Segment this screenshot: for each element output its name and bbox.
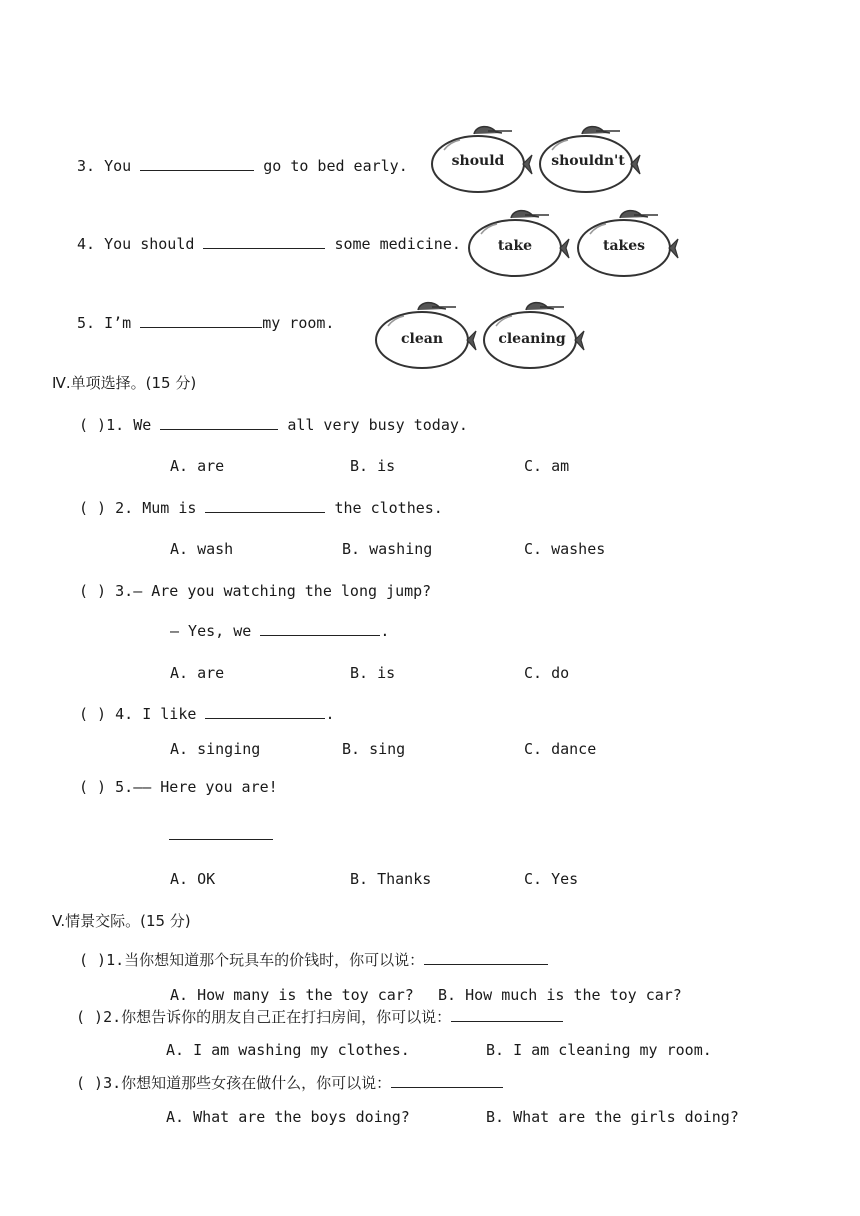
option-b[interactable]: B. washing <box>342 540 433 558</box>
fish-option-clean[interactable] <box>374 298 479 373</box>
option-b[interactable]: B. is <box>350 457 396 475</box>
option-c[interactable]: C. Yes <box>524 870 579 888</box>
question-number: 5. <box>115 778 134 796</box>
question-number: 2. <box>115 499 134 517</box>
option-b[interactable]: B. I am cleaning my room. <box>486 1041 712 1059</box>
answer-blank[interactable] <box>140 313 262 328</box>
option-b[interactable]: B. sing <box>342 740 406 758</box>
answer-blank[interactable] <box>205 704 325 719</box>
option-b[interactable]: B. What are the girls doing? <box>486 1108 739 1126</box>
option-a[interactable]: A. OK <box>170 870 216 888</box>
answer-blank[interactable] <box>140 156 254 171</box>
question-text: — Are you watching the long jump? <box>133 582 432 600</box>
answer-blank[interactable] <box>160 415 278 430</box>
fill-item-5 <box>77 313 334 333</box>
option-label: takes <box>602 238 646 254</box>
answer-paren[interactable]: ( ) <box>76 1074 104 1092</box>
question-text-before: We <box>133 416 152 434</box>
item-number: 5. <box>77 314 96 332</box>
option-a[interactable]: A. What are the boys doing? <box>166 1108 410 1126</box>
option-c[interactable]: C. am <box>524 457 570 475</box>
section-4-heading: Ⅳ.单项选择。(15 分) <box>52 374 197 392</box>
question-text: 你想告诉你的朋友自己正在打扫房间，你可以说： <box>121 1008 452 1026</box>
question-4-3-response <box>170 621 389 641</box>
fish-option-cleaning[interactable] <box>482 298 587 373</box>
option-a[interactable]: A. singing <box>170 740 261 758</box>
fish-option-takes[interactable] <box>576 206 681 281</box>
answer-paren[interactable]: ( ) <box>79 778 107 796</box>
answer-blank[interactable] <box>391 1073 503 1088</box>
option-label: clean <box>401 331 443 347</box>
option-label: take <box>497 238 533 254</box>
answer-blank[interactable] <box>203 234 325 249</box>
answer-paren[interactable]: ( ) <box>79 582 107 600</box>
option-c[interactable]: C. do <box>524 664 570 682</box>
item-text-after: my room. <box>262 314 335 332</box>
question-text: 当你想知道那个玩具车的价钱时，你可以说： <box>124 951 425 969</box>
question-5-3 <box>76 1073 503 1093</box>
punctuation: . <box>380 622 390 640</box>
question-4-3 <box>79 581 431 601</box>
item-number: 4. <box>77 235 96 253</box>
question-text-before: Mum is <box>142 499 197 517</box>
item-text-before: You <box>104 157 132 175</box>
question-4-5 <box>79 777 278 797</box>
fish-option-should[interactable] <box>430 122 535 197</box>
option-a[interactable]: A. How many is the toy car? <box>170 986 414 1004</box>
fill-item-4 <box>77 234 461 254</box>
question-text-after: all very busy today. <box>287 416 468 434</box>
section-5-heading: V.情景交际。(15 分) <box>52 912 191 930</box>
item-number: 3. <box>77 157 96 175</box>
option-a[interactable]: A. are <box>170 457 225 475</box>
question-4-1 <box>79 415 468 435</box>
question-5-2 <box>76 1007 563 1027</box>
answer-paren[interactable]: ( ) <box>76 1008 104 1026</box>
option-a[interactable]: A. wash <box>170 540 234 558</box>
answer-blank[interactable] <box>169 825 273 840</box>
question-4-4 <box>79 704 334 724</box>
option-label: should <box>451 153 505 169</box>
answer-paren[interactable]: ( ) <box>79 705 107 723</box>
question-number: 1. <box>106 416 125 434</box>
answer-blank[interactable] <box>424 950 548 965</box>
option-label: cleaning <box>498 331 566 347</box>
question-number: 2. <box>103 1008 122 1026</box>
option-a[interactable]: A. I am washing my clothes. <box>166 1041 410 1059</box>
item-text-after: go to bed early. <box>263 157 408 175</box>
option-c[interactable]: C. washes <box>524 540 606 558</box>
option-b[interactable]: B. is <box>350 664 396 682</box>
question-text-before: I like <box>142 705 197 723</box>
item-text-after: some medicine. <box>334 235 461 253</box>
answer-paren[interactable]: ( ) <box>79 951 107 969</box>
question-number: 1. <box>106 951 125 969</box>
question-text: —— Here you are! <box>133 778 278 796</box>
question-number: 4. <box>115 705 134 723</box>
answer-blank[interactable] <box>451 1007 563 1022</box>
option-a[interactable]: A. are <box>170 664 225 682</box>
punctuation: . <box>325 705 335 723</box>
question-number: 3. <box>103 1074 122 1092</box>
question-5-1 <box>79 950 548 970</box>
question-number: 3. <box>115 582 134 600</box>
fish-option-shouldnt[interactable] <box>538 122 643 197</box>
item-text-before: You should <box>104 235 195 253</box>
option-b[interactable]: B. How much is the toy car? <box>438 986 682 1004</box>
option-b[interactable]: B. Thanks <box>350 870 432 888</box>
fill-item-3 <box>77 156 408 176</box>
answer-blank[interactable] <box>260 621 380 636</box>
fish-option-take[interactable] <box>467 206 572 281</box>
option-c[interactable]: C. dance <box>524 740 597 758</box>
question-text: 你想知道那些女孩在做什么，你可以说： <box>121 1074 392 1092</box>
question-text-after: the clothes. <box>334 499 443 517</box>
question-4-2 <box>79 498 443 518</box>
option-label: shouldn't <box>551 153 625 169</box>
answer-blank[interactable] <box>205 498 325 513</box>
answer-paren[interactable]: ( ) <box>79 416 107 434</box>
item-text-before: I’m <box>104 314 132 332</box>
response-text: — Yes, we <box>170 622 252 640</box>
answer-paren[interactable]: ( ) <box>79 499 107 517</box>
